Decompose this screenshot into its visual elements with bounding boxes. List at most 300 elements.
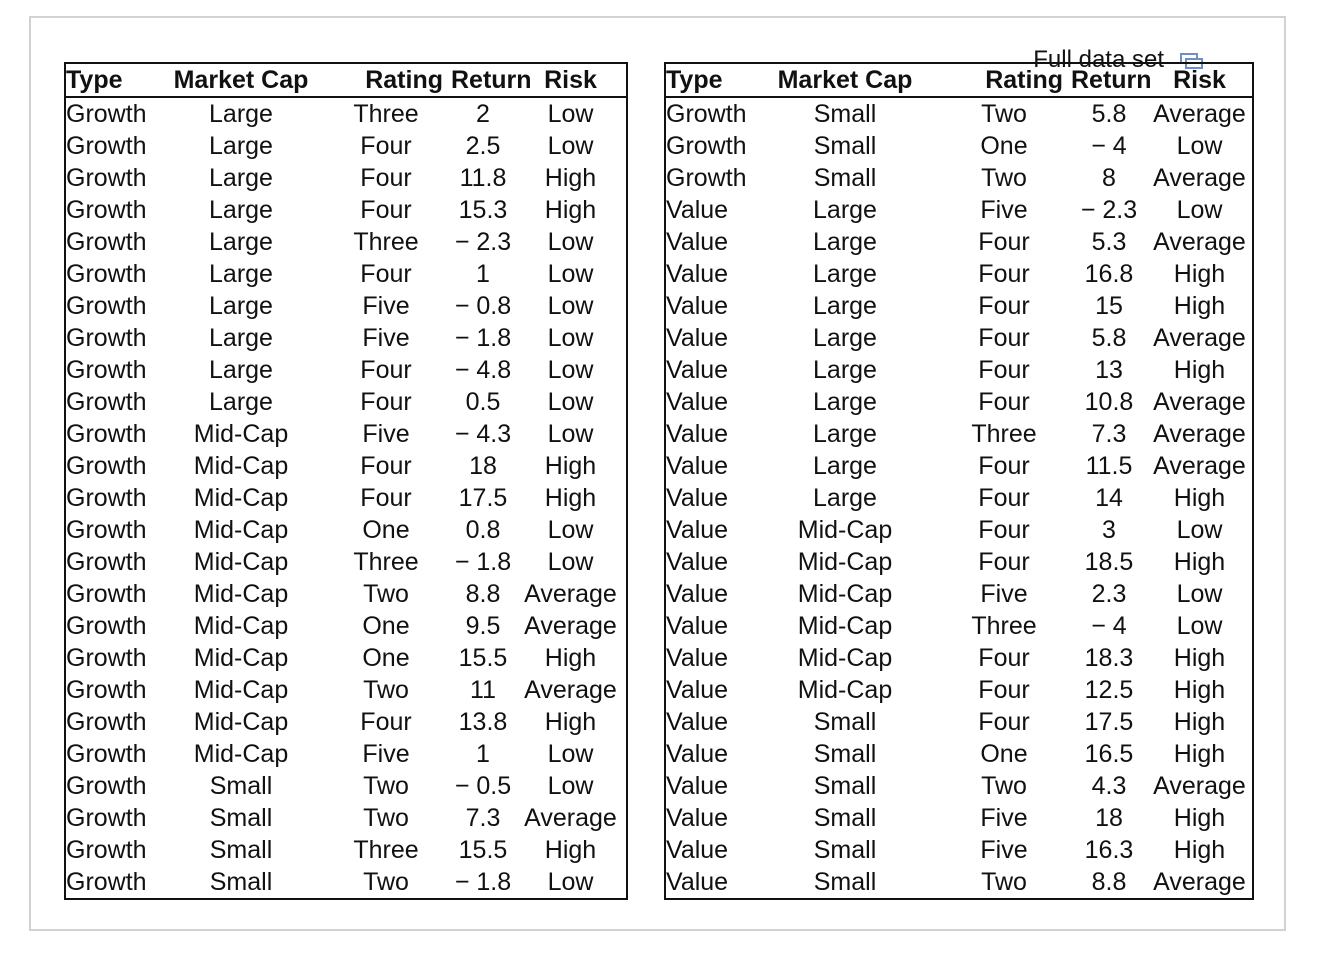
cell-rating: One: [362, 612, 410, 640]
cell-market-cap: Mid-Cap: [193, 452, 289, 480]
cell-market-cap: Mid-Cap: [193, 580, 289, 608]
table-row: [665, 258, 1253, 290]
cell-return: 15: [1095, 292, 1123, 320]
cell-return: − 1.8: [454, 324, 512, 352]
cell-return: 5.8: [1091, 324, 1127, 352]
table-row: [65, 546, 627, 578]
table-row: [665, 770, 1253, 802]
cell-risk: Low: [547, 388, 594, 416]
table-row: [665, 226, 1253, 258]
table-row: [65, 482, 627, 514]
cell-market-cap: Large: [209, 260, 273, 288]
cell-return: 17.5: [1084, 708, 1134, 736]
table-row: [665, 290, 1253, 322]
cell-rating: Three: [971, 612, 1037, 640]
table-row: [65, 578, 627, 610]
cell-return: 15.5: [458, 644, 508, 672]
cell-rating: Two: [363, 772, 409, 800]
cell-rating: Four: [978, 516, 1030, 544]
cell-return: 11: [470, 676, 496, 704]
cell-risk: Average: [1153, 388, 1246, 416]
table-row: [65, 194, 627, 226]
cell-type: Value: [666, 676, 729, 704]
cell-type: Growth: [66, 388, 147, 416]
cell-market-cap: Mid-Cap: [797, 676, 893, 704]
table-row: [665, 578, 1253, 610]
cell-risk: High: [1173, 804, 1226, 832]
cell-rating: One: [980, 132, 1028, 160]
cell-market-cap: Large: [209, 164, 273, 192]
cell-type: Value: [666, 708, 729, 736]
cell-type: Growth: [66, 164, 147, 192]
cell-rating: Four: [360, 452, 412, 480]
cell-return: − 4: [1091, 612, 1127, 640]
data-table-left: [64, 62, 628, 900]
cell-risk: Average: [1153, 228, 1246, 256]
cell-market-cap: Mid-Cap: [797, 516, 893, 544]
cell-risk: Average: [1153, 164, 1246, 192]
cell-rating: Five: [362, 292, 410, 320]
cell-market-cap: Large: [813, 196, 877, 224]
table-row: [65, 642, 627, 674]
cell-risk: Low: [547, 516, 594, 544]
cell-rating: Five: [362, 324, 410, 352]
cell-market-cap: Small: [813, 708, 877, 736]
cell-risk: Average: [524, 676, 617, 704]
cell-risk: Average: [1153, 420, 1246, 448]
cell-risk: Average: [1153, 452, 1246, 480]
cell-type: Growth: [66, 260, 147, 288]
cell-market-cap: Large: [813, 324, 877, 352]
cell-risk: Low: [1176, 516, 1223, 544]
cell-risk: High: [544, 644, 597, 672]
cell-return: 1: [476, 740, 490, 768]
table-row: [665, 674, 1253, 706]
cell-market-cap: Small: [209, 772, 273, 800]
cell-rating: Four: [978, 388, 1030, 416]
cell-type: Value: [666, 324, 729, 352]
cell-rating: One: [362, 644, 410, 672]
cell-return: 15.5: [458, 836, 508, 864]
cell-risk: High: [544, 196, 597, 224]
table-row: [665, 194, 1253, 226]
table-row: [65, 834, 627, 866]
cell-risk: Low: [547, 356, 594, 384]
cell-return: 14: [1095, 484, 1123, 512]
cell-market-cap: Large: [813, 452, 877, 480]
cell-type: Value: [666, 740, 729, 768]
table-row: [65, 802, 627, 834]
cell-return: 16.3: [1084, 836, 1134, 864]
cell-rating: One: [980, 740, 1028, 768]
cell-risk: High: [544, 484, 597, 512]
cell-rating: Four: [978, 484, 1030, 512]
cell-risk: Low: [547, 100, 594, 128]
table-row: [665, 546, 1253, 578]
cell-market-cap: Small: [813, 132, 877, 160]
cell-risk: Low: [547, 260, 594, 288]
cell-risk: Average: [1153, 100, 1246, 128]
cell-market-cap: Small: [813, 100, 877, 128]
cell-risk: Average: [1153, 868, 1246, 896]
cell-market-cap: Mid-Cap: [193, 484, 289, 512]
cell-market-cap: Large: [813, 356, 877, 384]
cell-type: Value: [666, 452, 729, 480]
cell-type: Value: [666, 580, 729, 608]
cell-rating: Two: [363, 676, 409, 704]
cell-risk: High: [1173, 836, 1226, 864]
cell-market-cap: Large: [813, 388, 877, 416]
cell-market-cap: Large: [813, 260, 877, 288]
cell-rating: Five: [980, 196, 1028, 224]
data-table-right: [664, 62, 1254, 900]
cell-type: Growth: [66, 356, 147, 384]
table-row: [665, 97, 1253, 130]
cell-type: Value: [666, 516, 729, 544]
cell-risk: Low: [547, 324, 594, 352]
cell-market-cap: Large: [209, 132, 273, 160]
table-row: [665, 130, 1253, 162]
cell-rating: Four: [360, 388, 412, 416]
cell-return: 8.8: [465, 580, 501, 608]
table-row: [65, 226, 627, 258]
cell-return: 10.8: [1084, 388, 1134, 416]
cell-market-cap: Mid-Cap: [797, 548, 893, 576]
cell-return: 17.5: [458, 484, 508, 512]
cell-return: 7.3: [465, 804, 501, 832]
cell-rating: Four: [978, 644, 1030, 672]
table-row: [665, 386, 1253, 418]
table-row: [65, 386, 627, 418]
cell-market-cap: Large: [813, 420, 877, 448]
cell-risk: Low: [547, 772, 594, 800]
cell-rating: Three: [353, 548, 419, 576]
cell-market-cap: Large: [209, 324, 273, 352]
table-header-row: [65, 63, 627, 97]
cell-risk: High: [544, 836, 597, 864]
cell-risk: Average: [524, 580, 617, 608]
cell-risk: High: [1173, 548, 1226, 576]
column-header-risk: Risk: [1147, 63, 1253, 97]
table-row: [665, 610, 1253, 642]
table-row: [65, 610, 627, 642]
cell-return: − 4.3: [454, 420, 512, 448]
cell-market-cap: Small: [209, 836, 273, 864]
cell-type: Growth: [66, 324, 147, 352]
cell-risk: Low: [547, 740, 594, 768]
cell-risk: High: [544, 452, 597, 480]
cell-return: 15.3: [458, 196, 508, 224]
cell-rating: Two: [363, 804, 409, 832]
cell-rating: Four: [360, 484, 412, 512]
cell-type: Growth: [66, 228, 147, 256]
cell-market-cap: Large: [813, 292, 877, 320]
cell-type: Value: [666, 804, 729, 832]
cell-risk: High: [1173, 644, 1226, 672]
cell-risk: High: [1173, 356, 1226, 384]
cell-rating: Five: [980, 580, 1028, 608]
cell-return: 2: [476, 100, 490, 128]
cell-risk: High: [1173, 484, 1226, 512]
table-row: [665, 450, 1253, 482]
cell-risk: Low: [1176, 196, 1223, 224]
cell-rating: Four: [978, 356, 1030, 384]
cell-return: 13.8: [458, 708, 508, 736]
cell-market-cap: Mid-Cap: [193, 516, 289, 544]
cell-rating: Five: [362, 740, 410, 768]
cell-return: 18.5: [1084, 548, 1134, 576]
cell-return: − 4.8: [454, 356, 512, 384]
cell-type: Growth: [66, 644, 147, 672]
table-row: [65, 866, 627, 899]
cell-return: 8.8: [1091, 868, 1127, 896]
cell-type: Growth: [66, 548, 147, 576]
cell-market-cap: Large: [209, 356, 273, 384]
cell-type: Value: [666, 260, 729, 288]
cell-type: Growth: [66, 292, 147, 320]
cell-market-cap: Mid-Cap: [193, 612, 289, 640]
table-row: [665, 642, 1253, 674]
cell-market-cap: Small: [209, 804, 273, 832]
cell-rating: Three: [353, 100, 419, 128]
cell-risk: Low: [1176, 132, 1223, 160]
cell-risk: High: [544, 164, 597, 192]
cell-market-cap: Small: [813, 804, 877, 832]
table-row: [665, 322, 1253, 354]
cell-rating: Two: [981, 100, 1027, 128]
cell-market-cap: Mid-Cap: [193, 740, 289, 768]
table-row: [665, 162, 1253, 194]
column-header-type: Type: [65, 63, 161, 97]
cell-type: Growth: [66, 196, 147, 224]
cell-return: 1: [476, 260, 490, 288]
cell-return: − 0.8: [454, 292, 512, 320]
cell-type: Value: [666, 772, 729, 800]
cell-return: 5.8: [1091, 100, 1127, 128]
cell-market-cap: Mid-Cap: [797, 644, 893, 672]
cell-rating: Four: [978, 548, 1030, 576]
cell-market-cap: Mid-Cap: [797, 580, 893, 608]
cell-market-cap: Large: [209, 100, 273, 128]
cell-market-cap: Mid-Cap: [797, 612, 893, 640]
cell-return: − 2.3: [1080, 196, 1138, 224]
cell-return: 12.5: [1084, 676, 1134, 704]
cell-risk: Low: [1176, 612, 1223, 640]
cell-return: 2.3: [1091, 580, 1127, 608]
column-header-return: Return: [1071, 63, 1147, 97]
cell-type: Growth: [666, 164, 747, 192]
cell-return: 18: [1095, 804, 1123, 832]
cell-type: Value: [666, 836, 729, 864]
cell-type: Growth: [66, 804, 147, 832]
cell-return: 3: [1102, 516, 1116, 544]
cell-rating: Four: [978, 452, 1030, 480]
column-header-rating: Rating: [321, 63, 451, 97]
cell-type: Growth: [666, 100, 747, 128]
cell-return: 13: [1095, 356, 1123, 384]
cell-risk: High: [1173, 740, 1226, 768]
cell-rating: Four: [978, 260, 1030, 288]
cell-type: Growth: [66, 740, 147, 768]
cell-type: Value: [666, 484, 729, 512]
cell-type: Value: [666, 292, 729, 320]
cell-type: Value: [666, 228, 729, 256]
cell-type: Value: [666, 196, 729, 224]
table-header-row: [665, 63, 1253, 97]
table-row: [65, 770, 627, 802]
table-row: [665, 514, 1253, 546]
cell-return: 0.8: [465, 516, 501, 544]
table-row: [65, 514, 627, 546]
cell-type: Growth: [66, 452, 147, 480]
table-row: [65, 130, 627, 162]
cell-return: 18.3: [1084, 644, 1134, 672]
cell-type: Growth: [66, 420, 147, 448]
cell-type: Value: [666, 612, 729, 640]
cell-market-cap: Small: [813, 772, 877, 800]
cell-rating: Four: [360, 132, 412, 160]
cell-market-cap: Large: [209, 228, 273, 256]
cell-type: Growth: [666, 132, 747, 160]
table-row: [65, 97, 627, 130]
column-header-rating: Rating: [937, 63, 1071, 97]
cell-return: 0.5: [465, 388, 501, 416]
cell-market-cap: Small: [813, 164, 877, 192]
cell-return: − 2.3: [454, 228, 512, 256]
cell-rating: Five: [362, 420, 410, 448]
cell-type: Growth: [66, 484, 147, 512]
table-row: [65, 418, 627, 450]
cell-risk: High: [544, 708, 597, 736]
table-row: [65, 290, 627, 322]
cell-type: Growth: [66, 516, 147, 544]
cell-type: Growth: [66, 836, 147, 864]
cell-type: Growth: [66, 612, 147, 640]
cell-risk: Low: [547, 420, 594, 448]
cell-return: 7.3: [1091, 420, 1127, 448]
cell-type: Value: [666, 388, 729, 416]
table-row: [665, 834, 1253, 866]
cell-rating: Two: [363, 580, 409, 608]
cell-rating: Two: [981, 164, 1027, 192]
cell-rating: Two: [981, 868, 1027, 896]
table-row: [65, 674, 627, 706]
cell-risk: Low: [547, 228, 594, 256]
cell-market-cap: Mid-Cap: [193, 708, 289, 736]
cell-return: 2.5: [465, 132, 501, 160]
cell-return: 5.3: [1091, 228, 1127, 256]
cell-market-cap: Small: [813, 868, 877, 896]
cell-rating: Four: [978, 324, 1030, 352]
cell-type: Growth: [66, 708, 147, 736]
table-row: [65, 258, 627, 290]
cell-market-cap: Large: [813, 484, 877, 512]
column-header-market-cap: Market Cap: [161, 63, 321, 97]
cell-risk: Low: [547, 548, 594, 576]
cell-rating: Three: [971, 420, 1037, 448]
cell-market-cap: Small: [209, 868, 273, 896]
cell-rating: Two: [363, 868, 409, 896]
cell-market-cap: Mid-Cap: [193, 548, 289, 576]
cell-risk: Low: [1176, 580, 1223, 608]
cell-return: 18: [469, 452, 497, 480]
cell-type: Value: [666, 420, 729, 448]
cell-risk: Low: [547, 132, 594, 160]
cell-market-cap: Large: [209, 292, 273, 320]
cell-return: 16.5: [1084, 740, 1134, 768]
cell-market-cap: Large: [209, 388, 273, 416]
cell-risk: Low: [547, 292, 594, 320]
table-row: [65, 162, 627, 194]
cell-return: 11.8: [459, 164, 507, 192]
cell-market-cap: Large: [813, 228, 877, 256]
cell-rating: Four: [978, 292, 1030, 320]
column-header-type: Type: [665, 63, 753, 97]
cell-type: Value: [666, 868, 729, 896]
cell-risk: Average: [524, 804, 617, 832]
cell-rating: Four: [978, 228, 1030, 256]
cell-type: Growth: [66, 580, 147, 608]
cell-risk: High: [1173, 292, 1226, 320]
column-header-risk: Risk: [515, 63, 627, 97]
table-row: [65, 354, 627, 386]
cell-type: Value: [666, 644, 729, 672]
cell-rating: Four: [360, 164, 412, 192]
cell-rating: Five: [980, 804, 1028, 832]
column-header-market-cap: Market Cap: [753, 63, 937, 97]
cell-type: Growth: [66, 100, 147, 128]
table-row: [665, 738, 1253, 770]
cell-return: − 4: [1091, 132, 1127, 160]
cell-risk: Average: [1153, 772, 1246, 800]
table-row: [665, 418, 1253, 450]
cell-market-cap: Large: [209, 196, 273, 224]
table-row: [65, 738, 627, 770]
table-row: [665, 866, 1253, 899]
full-data-set-label[interactable]: Full data set: [1033, 46, 1164, 73]
cell-market-cap: Mid-Cap: [193, 420, 289, 448]
cell-rating: Two: [981, 772, 1027, 800]
cell-rating: Four: [978, 676, 1030, 704]
cell-rating: Four: [360, 196, 412, 224]
cell-type: Growth: [66, 868, 147, 896]
table-row: [665, 354, 1253, 386]
cell-rating: Five: [980, 836, 1028, 864]
column-header-return: Return: [451, 63, 515, 97]
cell-return: 9.5: [465, 612, 501, 640]
table-row: [65, 322, 627, 354]
cell-risk: Average: [1153, 324, 1246, 352]
cell-return: − 1.8: [454, 868, 512, 896]
cell-type: Growth: [66, 132, 147, 160]
table-row: [665, 802, 1253, 834]
cell-type: Value: [666, 548, 729, 576]
cell-risk: High: [1173, 260, 1226, 288]
cell-return: − 1.8: [454, 548, 512, 576]
cell-market-cap: Small: [813, 740, 877, 768]
table-row: [665, 706, 1253, 738]
cell-return: 11.5: [1085, 452, 1133, 480]
cell-market-cap: Small: [813, 836, 877, 864]
cell-rating: Four: [360, 260, 412, 288]
cell-type: Growth: [66, 676, 147, 704]
cell-market-cap: Mid-Cap: [193, 676, 289, 704]
cell-rating: Four: [978, 708, 1030, 736]
cell-risk: High: [1173, 676, 1226, 704]
table-row: [65, 450, 627, 482]
cell-risk: High: [1173, 708, 1226, 736]
cell-return: 8: [1102, 164, 1116, 192]
